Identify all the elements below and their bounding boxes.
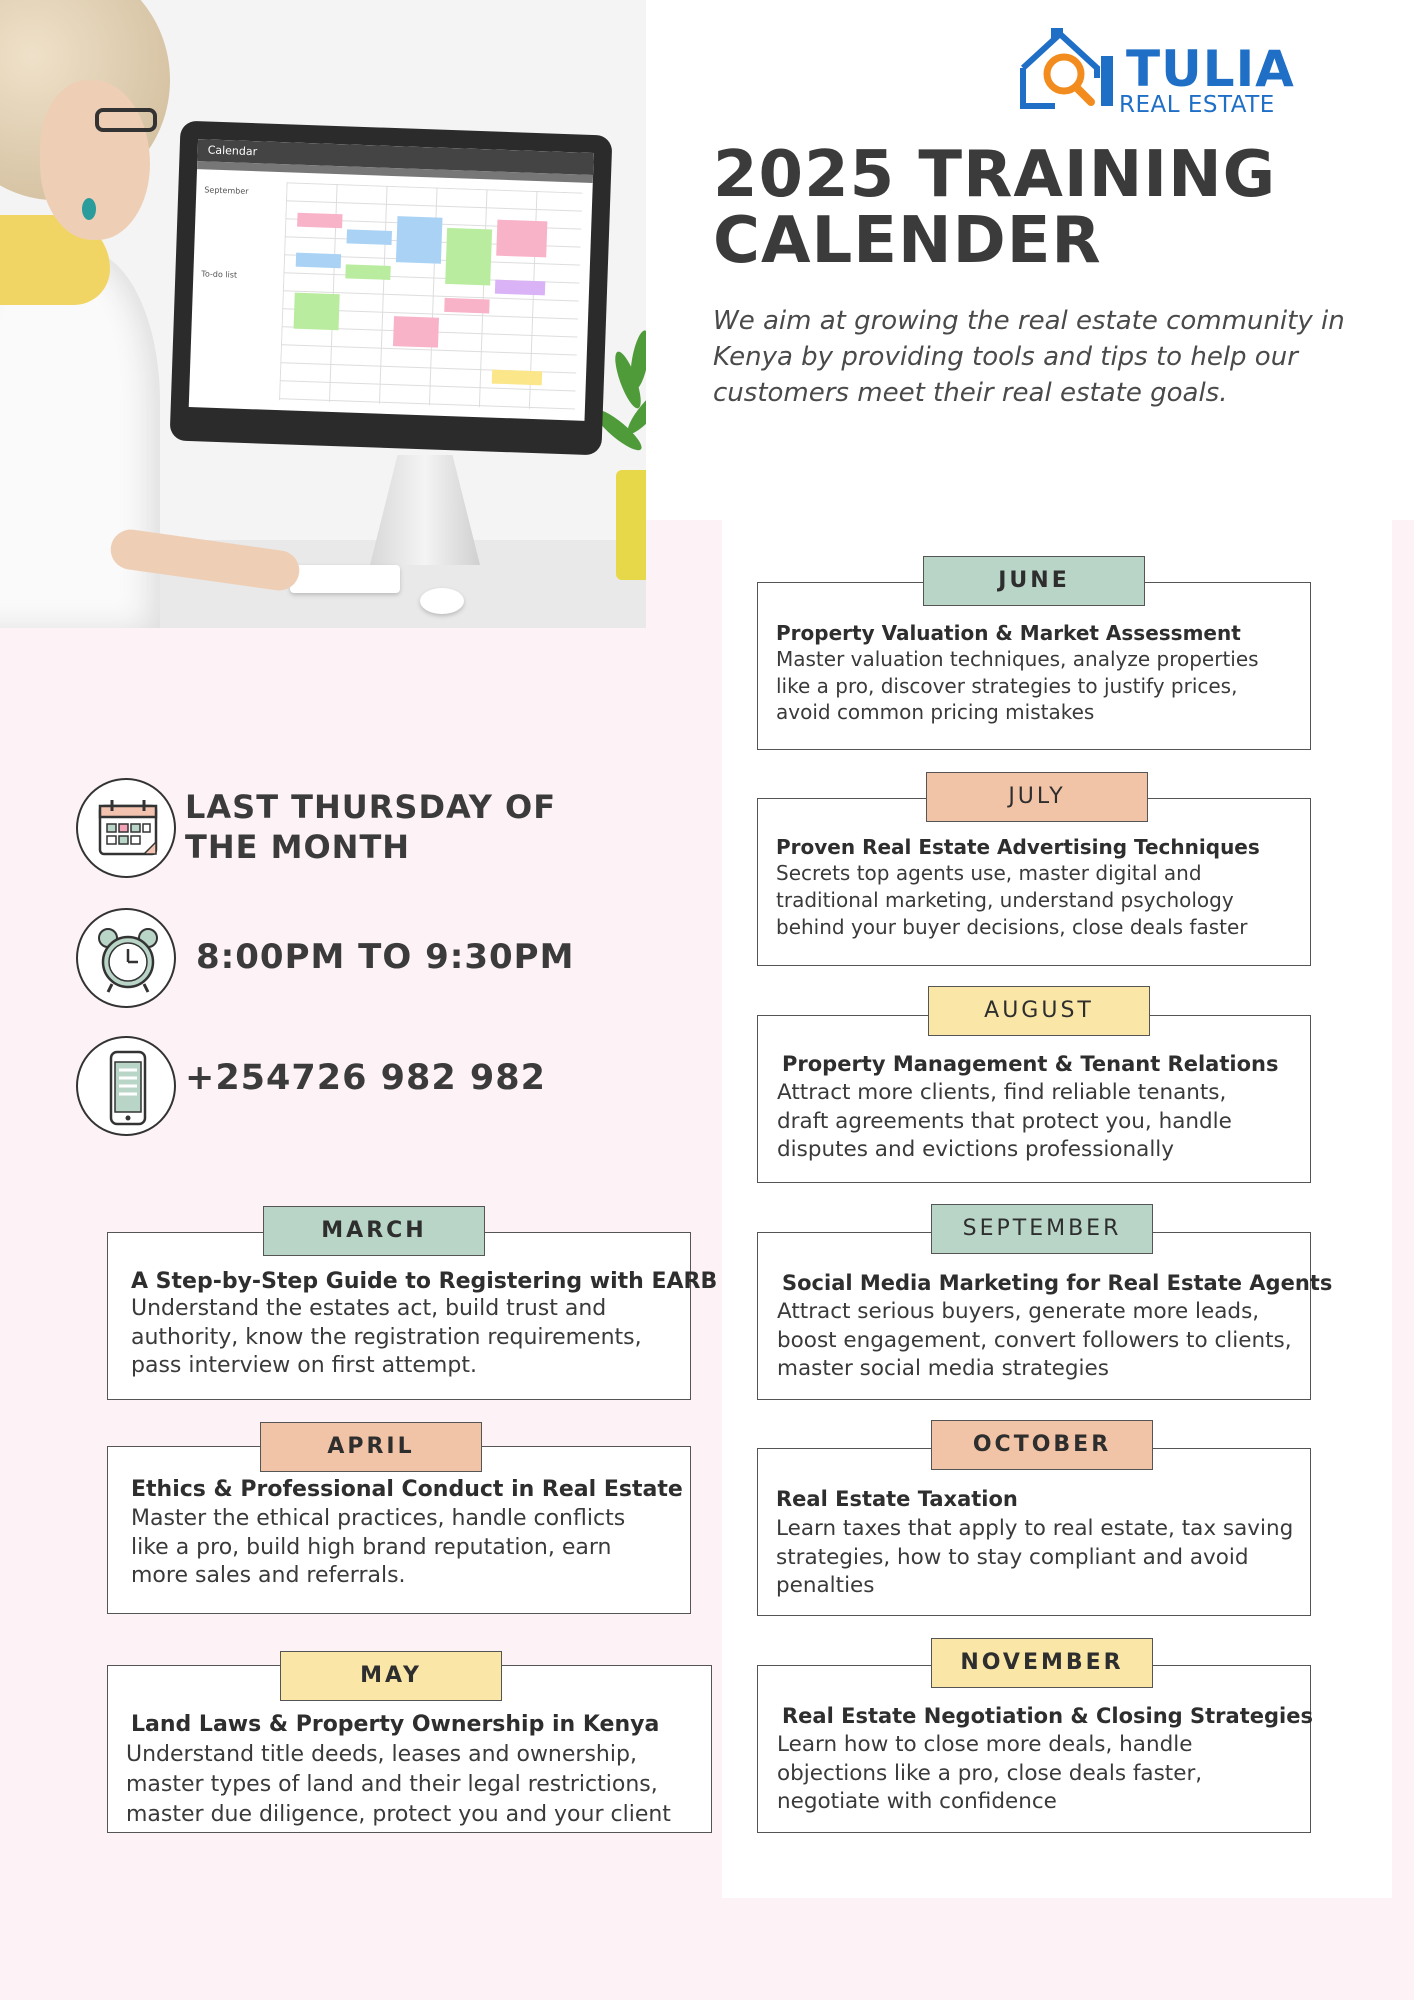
glasses (95, 108, 157, 132)
session-card-november (757, 1665, 1311, 1833)
session-title: Real Estate Negotiation & Closing Strategies (782, 1704, 1313, 1728)
monitor (170, 121, 613, 456)
house-magnifier-icon (1015, 18, 1125, 118)
calendar-icon (76, 778, 176, 878)
session-card-october (757, 1448, 1311, 1616)
session-description: Master valuation techniques, analyze properties like a pro, discover strategies to justify prices, avoid common pricing mistakes (776, 647, 1259, 724)
keyboard (290, 565, 400, 593)
session-card-june (757, 582, 1311, 750)
session-title: Property Valuation & Market Assessment (776, 621, 1241, 645)
hero-photo (0, 0, 646, 628)
month-label-june: JUNE (923, 556, 1145, 606)
screen-month: September (204, 185, 249, 196)
tagline: We aim at growing the real estate community in Kenya by providing tools and tips to help our customers meet their real estate goals. (713, 306, 1345, 408)
month-label-september: SEPTEMBER (931, 1204, 1153, 1254)
session-title: Land Laws & Property Ownership in Kenya (131, 1712, 660, 1737)
session-description: Understand the estates act, build trust and authority, know the registration requirements, pass interview on first attempt. (131, 1296, 642, 1378)
logo-name: TULIA (1126, 40, 1295, 98)
session-title: Real Estate Taxation (776, 1487, 1018, 1511)
monitor-screen (189, 139, 594, 421)
title-line-2: CALENDER (713, 204, 1102, 278)
month-label-april: APRIL (260, 1422, 482, 1472)
screen-todo: To-do list (201, 269, 238, 280)
session-description: Understand title deeds, leases and ownership, master types of land and their legal restrictions, master due diligence, protect you and your client (126, 1742, 671, 1827)
session-title: Ethics & Professional Conduct in Real Estate (131, 1477, 683, 1502)
phone-text[interactable]: +254726 982 982 (185, 1058, 546, 1098)
tulia-logo (1015, 18, 1295, 118)
session-description: Learn taxes that apply to real estate, tax saving strategies, how to stay compliant and avoid penalties (776, 1516, 1294, 1598)
session-title: Property Management & Tenant Relations (782, 1052, 1279, 1076)
session-description: Secrets top agents use, master digital and traditional marketing, understand psychology behind your buyer decisions, close deals faster (776, 861, 1248, 939)
session-card-july (757, 798, 1311, 966)
month-label-march: MARCH (263, 1206, 485, 1256)
plant-pot (616, 470, 646, 580)
session-description: Learn how to close more deals, handle objections like a pro, close deals faster, negotiate with confidence (777, 1732, 1203, 1814)
session-description: Attract more clients, find reliable tenants, draft agreements that protect you, handle disputes and evictions professionally (777, 1080, 1232, 1162)
page-title (713, 138, 1393, 278)
session-card-september (757, 1232, 1333, 1400)
session-card-august (757, 1015, 1311, 1183)
month-label-october: OCTOBER (931, 1420, 1153, 1470)
session-description: Attract serious buyers, generate more leads, boost engagement, convert followers to clients, master social media strategies (777, 1299, 1292, 1381)
month-label-may: MAY (280, 1651, 502, 1701)
session-title: A Step-by-Step Guide to Registering with EARB (131, 1269, 718, 1294)
time-text: 8:00PM TO 9:30PM (196, 937, 575, 977)
alarm-clock-icon (76, 908, 176, 1008)
session-title: Social Media Marketing for Real Estate Agents (782, 1271, 1333, 1295)
month-label-july: JULY (926, 772, 1148, 822)
woman-body (0, 250, 160, 628)
session-description: Master the ethical practices, handle conflicts like a pro, build high brand reputation, earn more sales and referrals. (131, 1506, 626, 1588)
month-label-august: AUGUST (928, 986, 1150, 1036)
mobile-phone-icon (76, 1036, 176, 1136)
title-line-1: 2025 TRAINING (713, 138, 1277, 212)
schedule-text: LAST THURSDAY OF THE MONTH (185, 788, 557, 866)
month-label-november: NOVEMBER (931, 1638, 1153, 1688)
session-card-march (107, 1232, 718, 1400)
logo-subtitle: REAL ESTATE (1119, 92, 1275, 118)
screen-title: Calendar (197, 139, 594, 175)
earring (82, 198, 96, 220)
mouse (420, 588, 464, 614)
session-title: Proven Real Estate Advertising Techniques (776, 835, 1260, 859)
